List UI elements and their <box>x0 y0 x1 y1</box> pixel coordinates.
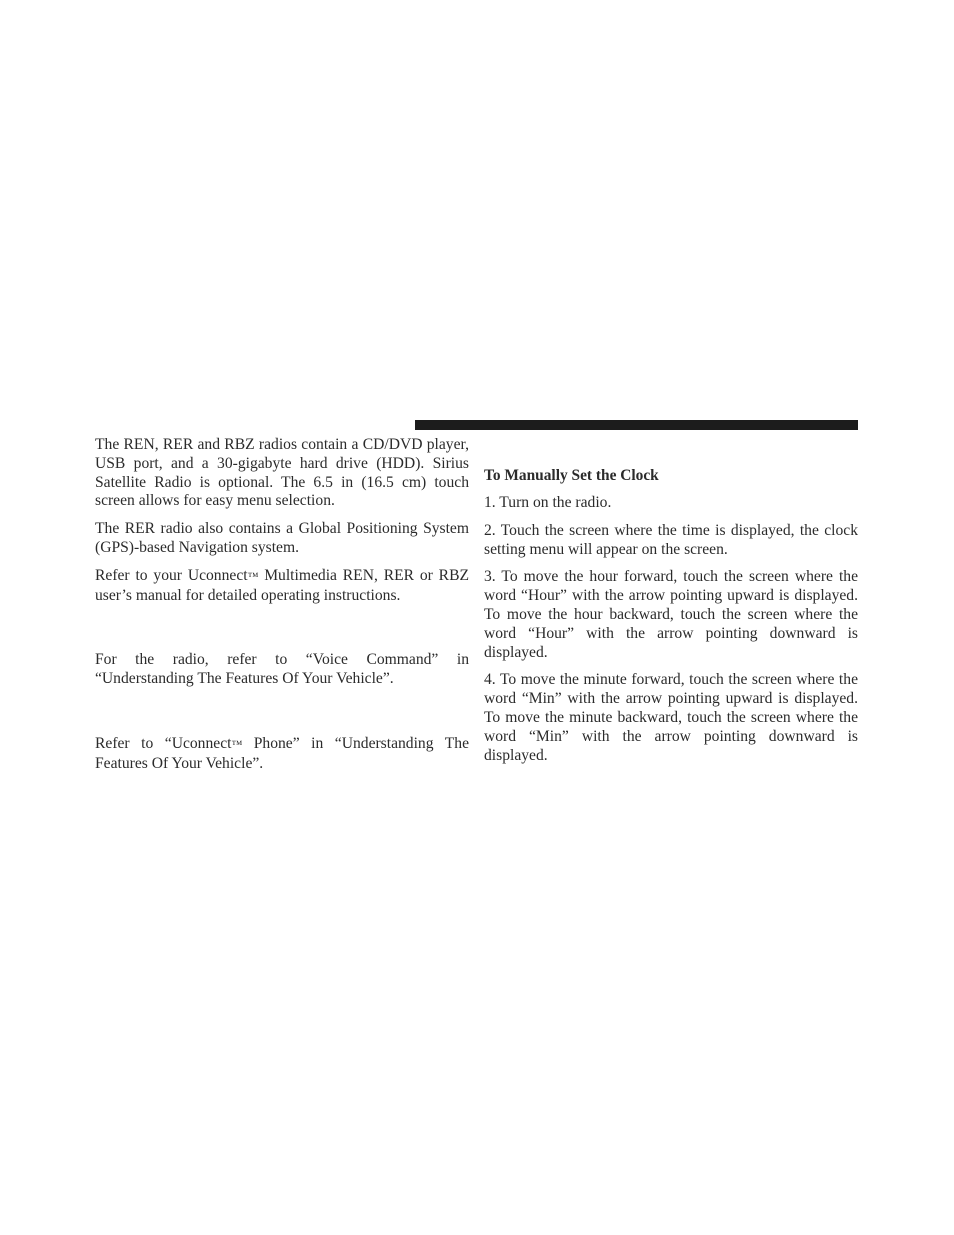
step-2: 2. Touch the screen where the time is displayed, the clock setting menu will appear on the screen. <box>484 521 858 558</box>
paragraph-uconnect-phone: Refer to “Uconnect™ Phone” in “Understanding The Features Of Your Vehicle”. <box>95 734 469 772</box>
section-header-bar <box>415 420 858 430</box>
left-column <box>95 436 469 774</box>
paragraph-radio-features: The REN, RER and RBZ radios contain a CD/DVD player, USB port, and a 30-gigabyte hard drive (HDD). Sirius Satellite Radio is optional. The 6.5 in (16.5 cm) touch screen allows for easy menu selection. <box>95 436 469 510</box>
step-3: 3. To move the hour forward, touch the screen where the word “Hour” with the arrow pointing upward is displayed. To move the hour backward, touch the screen where the word “Hour” with the arrow pointing downward is displayed. <box>484 568 858 661</box>
step-4: 4. To move the minute forward, touch the screen where the word “Min” with the arrow pointing upward is displayed. To move the minute backward, touch the screen where the word “Min” with the arrow pointing downward is displayed. <box>484 671 858 764</box>
step-1: 1. Turn on the radio. <box>484 494 612 511</box>
paragraph-voice-command: For the radio, refer to “Voice Command” in “Understanding The Features Of Your Vehicle”. <box>95 651 469 688</box>
right-column <box>484 436 858 765</box>
paragraph-refer-manual: Refer to your Uconnect™ Multimedia REN, RER or RBZ user’s manual for detailed operating instructions. <box>95 566 469 604</box>
clock-heading: To Manually Set the Clock <box>484 467 659 484</box>
paragraph-navigation: The RER radio also contains a Global Positioning System (GPS)-based Navigation system. <box>95 520 469 556</box>
